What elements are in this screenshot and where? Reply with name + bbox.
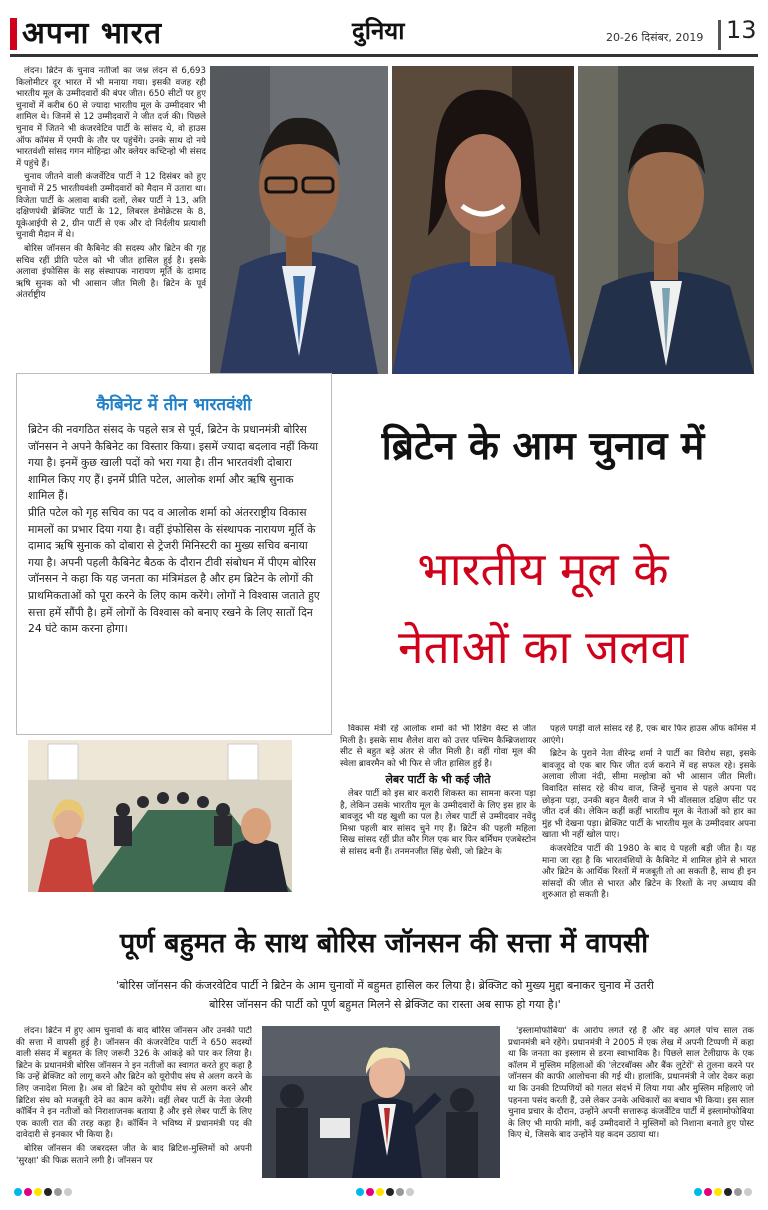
lead-column <box>16 66 206 366</box>
second-story-left-column <box>16 1026 252 1178</box>
photo-cabinet-meeting <box>28 740 292 892</box>
second-left-paragraph-1: लंदन। ब्रिटेन में हुए आम चुनावों के बाद बोरिस जॉनसन और उनकी पार्टी की सत्ता में वापसी हुई है। जॉनसन की कंजरवेटिव पार्टी ने 650 सदस्यों वाली संसद में बहुमत के लिए जरूरी 326 के आंकड़े को पार कर लिया है। ब्रिटेन के प्रधानमंत्री बोरिस जॉनसन ने इन नतीजों का स्वागत करते हुए कहा है कि उन्हें ब्रेक्जिट को लागू करने और ब्रिटेन को यूरोपीय संघ से अलग करने के लिए जनादेश मिला है। अब वो ब्रिटेन को यूरोपीय संघ से अलग करने और ब्रिटिश संघ को मजबूती देने का काम करेंगे। वहीं लेबर पार्टी के नेता जेरमी कॉर्बिन ने इन नतीजों को निराशाजनक बताया है और इसे लेबर पार्टी के लिए एक काली रात की तरह कहा है। कॉर्बिन ने भविष्य में प्रधानमंत्री पद की दावेदारी से इनकार भी किया है। <box>16 1026 252 1141</box>
mid1-paragraph-1: विकास मंत्री रहे आलोक शर्मा को भी रिडिंग वेस्ट से जीत मिली है। इसके साथ शैलेश वारा को उत्तर पश्चिम कैम्ब्रिजशायर सीट से बहुत बड़े अंतर से जीत मिली है। वहीं गोवा मूल की स्वेला ब्रावरमैन को भी फिर से जीत हासिल हुई है। <box>340 724 536 769</box>
cabinet-box-body <box>28 422 320 638</box>
page-number: 13 <box>726 16 757 44</box>
quote-line-1: 'बोरिस जॉनसन की कंजरवेटिव पार्टी ने ब्रिटेन के आम चुनावों में बहुमत हासिल कर लिया है। ब्रेक्जिट को मुख्य मुद्दा बनाकर चुनाव में उतरी <box>116 979 654 992</box>
issue-date: 20-26 दिसंबर, 2019 <box>606 31 704 44</box>
lead-paragraph-1: लंदन। ब्रिटेन के चुनाव नतीजों का जश्न लंदन से 6,693 किलोमीटर दूर भारत में भी मनाया गया। इसकी वजह रही भारतीय मूल के उम्मीदवारों की बंपर जीत। 650 सीटों पर हुए चुनावों में करीब 60 से ज्यादा भारतीय मूल के उम्मीदवार भी शामिल थे। जिनमें से 12 उम्मीदवारों ने जीत दर्ज की। पिछले चुनाव में जितने भी कंजरवेटिव पार्टी के सांसद थे, वो हाउस ऑफ कॉमंस में एमपी के तौर पर पहुंचेंगे। उनके साथ दो नये भारतवंशी सांसद गगन मोहिन्द्रा और क्लेयर कच्टिन्हो भी संसद में पहुंचे हैं। <box>16 66 206 169</box>
photo-priti-patel <box>392 66 574 374</box>
header-divider <box>718 20 721 50</box>
photo-alok-sharma <box>210 66 388 374</box>
cabinet-box-title: कैबिनेट में तीन भारतवंशी <box>96 395 252 415</box>
cabinet-paragraph-1: ब्रिटेन की नवगठित संसद के पहले सत्र से पूर्व, ब्रिटेन के प्रधानमंत्री बोरिस जॉनसन ने अपने कैबिनेट का विस्तार किया। इसमें ज्यादा बदलाव नहीं किया गया है। इनमें कुछ खाली पदों को भरा गया है। तीन भारतवंशी दोबारा शामिल किए गए हैं। इनमें प्रीति पटेल, आलोक शर्मा और ऋषि सुनाक शामिल हैं। <box>28 423 319 503</box>
masthead-accent-bar <box>10 18 17 50</box>
mid2-paragraph-3: कंजरवेटिव पार्टी की 1980 के बाद ये पहली बड़ी जीत है। यह माना जा रहा है कि भारतवंशियों के कैबिनेट में शामिल होने से भारत और ब्रिटेन के आर्थिक रिश्तों में मजबूती तो आ सकती है, साथ ही इन सांसदों की जीत से भारत और ब्रिटेन के रिश्तों के नए अध्याय की शुरुआत हो सकती है। <box>542 843 756 901</box>
second-story-quote <box>60 976 710 1014</box>
section-title: दुनिया <box>352 17 405 45</box>
lead-paragraph-2: चुनाव जीतने वाली कंजर्वेटिव पार्टी ने 12 दिसंबर को हुए चुनावों में 25 भारतीयवंशी उम्मीदवारों को मैदान में उतारा था। विजेता पार्टी के अलावा बाकी दलों, लेबर पार्टी ने 13, अति दक्षिणपंथी ब्रेक्जिट पार्टी के 12, लिबरल डेमोक्रेटस के 8, यूकेआईपी से 2, ग्रीन पार्टी से एक और दो निर्दलीय प्रत्याशी चुनावी मैदान में थे। <box>16 172 206 241</box>
mid1-paragraph-2: लेबर पार्टी को इस बार करारी शिकस्त का सामना करना पड़ा है, लेकिन उसके भारतीय मूल के उम्मीदवारों के लिए इस हार के बावजूद भी यह खुशी का पल है। लेबर पार्टी से उम्मीदवार नवेंदु मिश्रा पहली बार सांसद चुने गए हैं। ब्रिटेन की पहली महिला सिख सांसद रहीं प्रीत कौर गिल एक बार फिर बर्मिंघम एजबेस्टोन से सांसद बनी हैं। तनमनजीत सिंह धेसी, जो ब्रिटेन के <box>340 788 536 857</box>
mid-column-1 <box>340 724 536 930</box>
headline-line-2: भारतीय मूल के <box>417 542 669 596</box>
photo-boris-johnson <box>262 1026 500 1178</box>
masthead: अपना भारत <box>22 16 163 51</box>
second-left-paragraph-2: बोरिस जॉनसन की जबरदस्त जीत के बाद ब्रिटिश-मुस्लिमों को अपनी 'सुरक्षा' की फिक्र सताने लगी है। जॉनसन पर <box>16 1143 252 1166</box>
headline-red <box>328 530 758 686</box>
cabinet-paragraph-2: प्रीति पटेल को गृह सचिव का पद व आलोक शर्मा को अंतरराष्ट्रीय विकास मामलों का प्रभार दिया गया है। वहीं इंफोसिस के संस्थापक नारायण मूर्ति के दामाद ऋषि सुनाक को दोबारा से ट्रेजरी मिनिस्टरी का मुख्य सचिव बनाया गया है। अपनी पहली कैबिनेट बैठक के दौरान टीवी संबोधन में पीएम बोरिस जॉनसन ने कहा कि यह जनता का मंत्रिमंडल है और हम ब्रिटेन के लोगों की प्राथमिकताओं को पूरा करने के लिए काम करेंगे। लोगों ने विश्वास जताते हुए सत्ता हमें सौंपी है। हमें लोगों के विश्वास को बनाए रखने के लिए सातों दिन 24 घंटे काम करना होगा। <box>28 505 320 636</box>
lead-paragraph-3: बोरिस जॉनसन की कैबिनेट की सदस्य और ब्रिटेन की गृह सचिव रहीं प्रीति पटेल को भी जीत हासिल हुई है। इसके अलावा इंफोसिस के सह संस्थापक नारायण मूर्ति के दामाद ऋषि सुनक को भी आसान जीत मिली है। ब्रिटेन के पूर्व अंतर्राष्ट्रीय <box>16 243 206 301</box>
mid1-subhead: लेबर पार्टी के भी कई जीते <box>385 773 491 787</box>
quote-line-2: बोरिस जॉनसन की पार्टी को पूर्ण बहुमत मिलने से ब्रेक्जिट का रास्ता अब साफ हो गया है।' <box>209 998 561 1011</box>
mid2-paragraph-2: ब्रिटेन के पुराने नेता वीरेन्द्र शर्मा ने पार्टी का विरोध सहा, इसके बावजूद वो एक बार फिर जीत दर्ज कराने में वह सफल रहे। इसके अलावा लीजा नंदी, सीमा मल्होत्रा को भी आसान जीत मिली। विवादित सांसद रहे कीथ वाज, जिन्हें चुनाव से पहले अपना पद छोड़ना पड़ा, उनकी बहन वैलरी वाज ने भी वॉलसाल दक्षिण सीट पर जीत दर्ज की। लेकिन कहीं कहीं भारतीय मूल के नेताओं को हार का मुंह भी देखना पड़ा। ब्रेक्जिट पार्टी के भारतीय मूल के उम्मीदवार अपना खाता भी नहीं खोल पाए। <box>542 749 756 841</box>
header-rule <box>10 54 758 57</box>
headline-line-3: नेताओं का जलवा <box>398 620 688 674</box>
second-story-headline: पूर्ण बहुमत के साथ बोरिस जॉनसन की सत्ता में वापसी <box>119 928 649 959</box>
second-story-right-column <box>508 1026 754 1178</box>
second-right-paragraph-1: 'इस्लामोफोबिया' के आरोप लगते रहे हैं और वह अगले पांच साल तक प्रधानमंत्री बने रहेंगे। प्रधानमंत्री ने 2005 में एक लेख में अपनी टिप्पणी में कहा था कि जनता का इस्लाम से डरना स्वाभाविक है। पिछले साल टेलीग्राफ के एक कॉलम में मुस्लिम महिलाओं की 'लेटरबॉक्स और बैंक लुटेरों' से तुलना करने पर जॉनसन की काफी आलोचना की गई थी। हालांकि, प्रधानमंत्री ने जोर देकर कहा था कि उनकी टिप्पणियों को गलत संदर्भ में लिया गया और मुस्लिम महिलाएं जो पहनना पसंद करती हैं, उसे लेकर उनके अधिकारों का बचाव भी किया। इस साल चुनाव प्रचार के दौरान, उन्होंने अपनी सत्तारूढ़ कंजर्वेटिव पार्टी में इस्लामोफोबिया के लिए भी माफी मांगी, कई उम्मीदवारों ने मुस्लिमों को निशाना बनाते हुए पोस्ट किए थे, जिसके बाद उन्होंने यह कदम उठाया था। <box>508 1026 754 1141</box>
mid-column-2 <box>542 724 756 930</box>
headline-line-1: ब्रिटेन के आम चुनाव में <box>381 424 705 469</box>
mid2-paragraph-1: पहले पगड़ी वाले सांसद रहे हैं, एक बार फिर हाउस ऑफ कॉमंस में आएंगे। <box>542 724 756 746</box>
photo-rishi-sunak <box>578 66 754 374</box>
